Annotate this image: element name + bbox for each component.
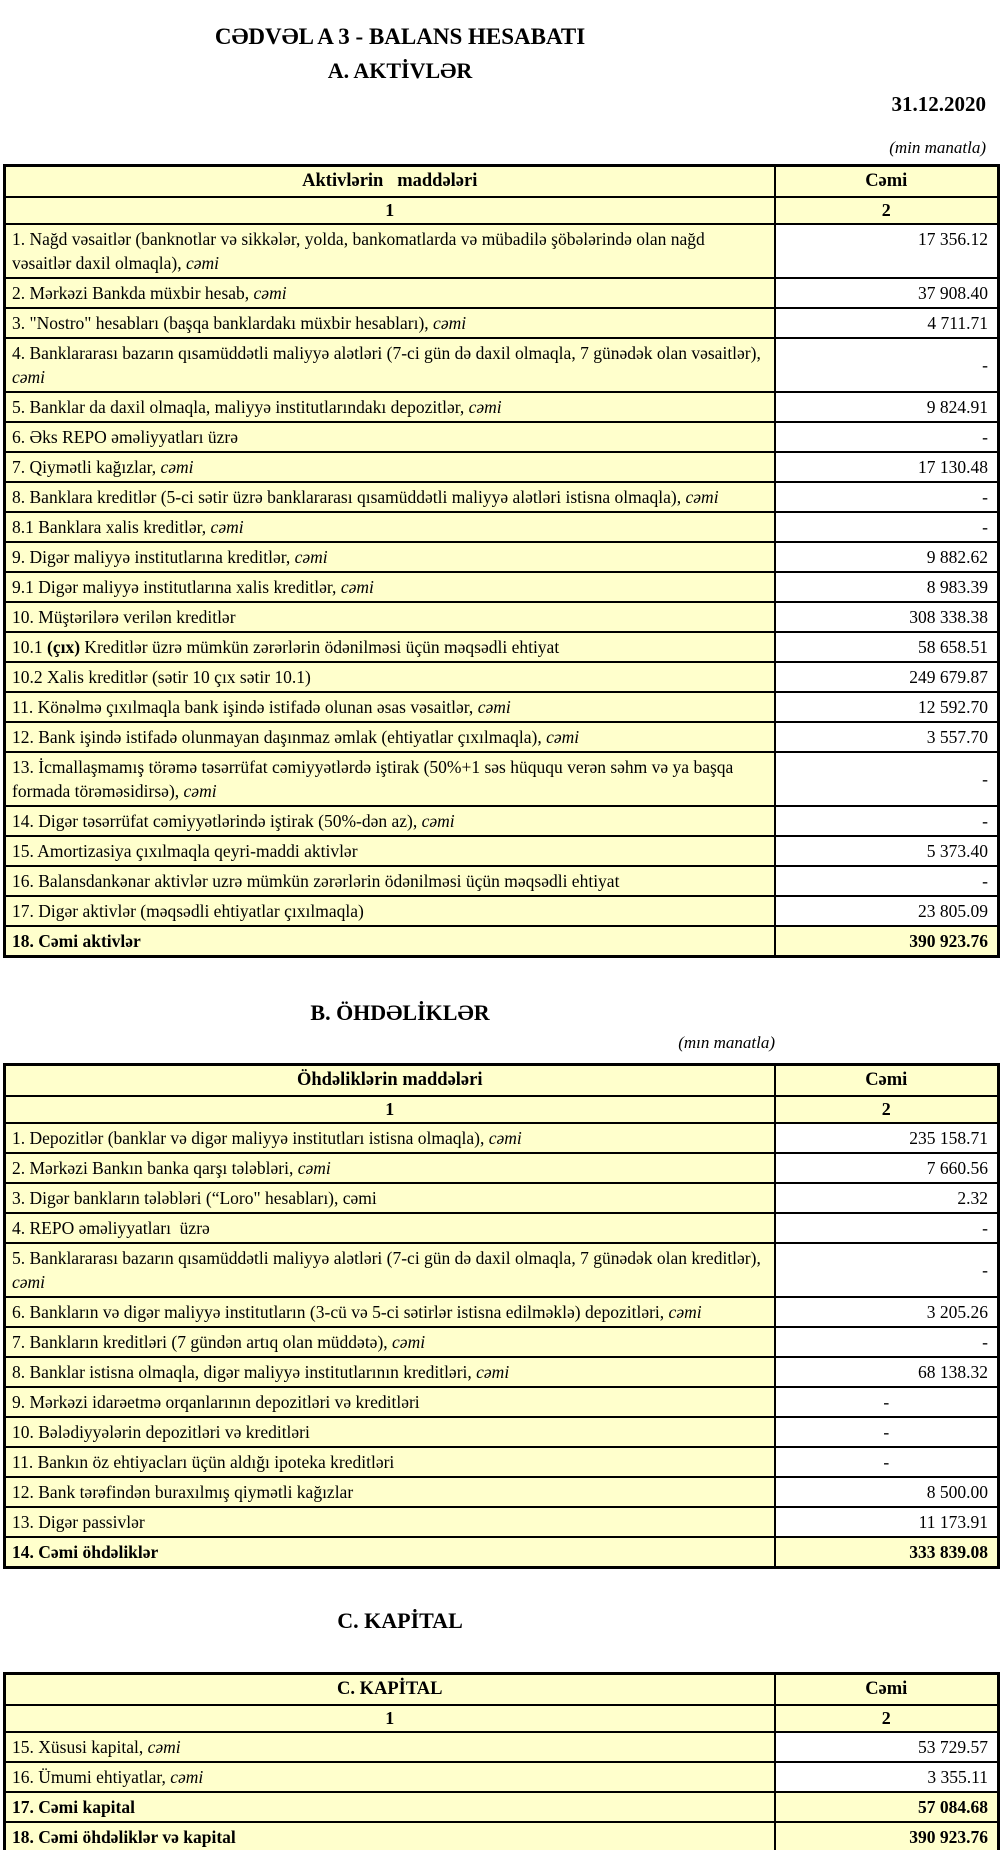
row-label: 8. Banklara kreditlər (5-ci sətir üzrə banklararası qısamüddətli maliyyə alətləri istisna olmaqla), cəmi [5, 482, 775, 512]
table-row [5, 926, 999, 957]
table-row [5, 1123, 999, 1153]
row-label: 5. Banklararası bazarın qısamüddətli maliyyə alətləri (7-ci gün də daxil olmaqla, 7 günədək olan kreditlər), cəmi [5, 1243, 775, 1297]
liabilities-col2-number: 2 [775, 1096, 999, 1123]
row-value: - [775, 866, 999, 896]
row-value: - [775, 482, 999, 512]
liabilities-column-number-row [5, 1096, 999, 1123]
liabilities-col1-number: 1 [5, 1096, 775, 1123]
row-label: 2. Mərkəzi Bankda müxbir hesab, cəmi [5, 278, 775, 308]
row-label: 9.1 Digər maliyyə institutlarına xalis kreditlər, cəmi [5, 572, 775, 602]
assets-col2-number: 2 [775, 197, 999, 224]
row-label: 17. Digər aktivlər (məqsədli ehtiyatlar çıxılmaqla) [5, 896, 775, 926]
table-row [5, 662, 999, 692]
row-label: 7. Qiymətli kağızlar, cəmi [5, 452, 775, 482]
row-value: 23 805.09 [775, 896, 999, 926]
table-row [5, 1243, 999, 1297]
table-row [5, 278, 999, 308]
table-row [5, 836, 999, 866]
row-value: - [775, 338, 999, 392]
table-row [5, 602, 999, 632]
table-row [5, 1792, 999, 1822]
table-row [5, 1387, 999, 1417]
row-value: 53 729.57 [775, 1732, 999, 1762]
row-value: 12 592.70 [775, 692, 999, 722]
row-label: 4. Banklararası bazarın qısamüddətli maliyyə alətləri (7-ci gün də daxil olmaqla, 7 günədək olan vəsaitlər), cəmi [5, 338, 775, 392]
row-label: 3. Digər bankların tələbləri (“Loro" hesabları), cəmi [5, 1183, 775, 1213]
row-value: 9 824.91 [775, 392, 999, 422]
row-value: - [775, 1417, 999, 1447]
row-label: 4. REPO əməliyyatları üzrə [5, 1213, 775, 1243]
table-row [5, 632, 999, 662]
row-value: 3 205.26 [775, 1297, 999, 1327]
row-label: 10.2 Xalis kreditlər (sətir 10 çıx sətir 10.1) [5, 662, 775, 692]
row-value: - [775, 1387, 999, 1417]
assets-table-body [5, 224, 999, 957]
table-row [5, 866, 999, 896]
table-row [5, 1732, 999, 1762]
table-row [5, 542, 999, 572]
unit-note-a: (min manatla) [889, 138, 986, 157]
row-label: 9. Digər maliyyə institutlarına kreditlər, cəmi [5, 542, 775, 572]
assets-header-row [5, 166, 999, 198]
row-label: 8. Banklar istisna olmaqla, digər maliyyə institutlarının kreditləri, cəmi [5, 1357, 775, 1387]
table-row [5, 1537, 999, 1568]
section-a-heading: A. AKTİVLƏR [327, 58, 473, 83]
table-row [5, 1213, 999, 1243]
row-value: 3 557.70 [775, 722, 999, 752]
table-row [5, 1357, 999, 1387]
row-label: 1. Nağd vəsaitlər (banknotlar və sikkələr, yolda, bankomatlarda və mübadilə şöbələrində olan nağd vəsaitlər daxil olmaqla), cəmi [5, 224, 775, 278]
row-value: 9 882.62 [775, 542, 999, 572]
row-label: 2. Mərkəzi Bankın banka qarşı tələbləri, cəmi [5, 1153, 775, 1183]
table-row [5, 1507, 999, 1537]
row-label: 17. Cəmi kapital [5, 1792, 775, 1822]
table-row [5, 308, 999, 338]
row-value: 333 839.08 [775, 1537, 999, 1568]
row-value: 68 138.32 [775, 1357, 999, 1387]
row-value: 2.32 [775, 1183, 999, 1213]
row-label: 1. Depozitlər (banklar və digər maliyyə institutları istisna olmaqla), cəmi [5, 1123, 775, 1153]
section-b-heading: B. ÖHDƏLİKLƏR [310, 1000, 490, 1025]
table-row [5, 1447, 999, 1477]
assets-items-column-header: Aktivlərin maddələri [5, 166, 775, 198]
capital-total-column-header: Cəmi [775, 1674, 999, 1706]
table-row [5, 1183, 999, 1213]
row-value: 8 983.39 [775, 572, 999, 602]
table-row [5, 1417, 999, 1447]
table-row [5, 1822, 999, 1850]
table-row [5, 1297, 999, 1327]
row-label: 10. Bələdiyyələrin depozitləri və kreditləri [5, 1417, 775, 1447]
report-date: 31.12.2020 [891, 92, 986, 116]
row-value: 4 711.71 [775, 308, 999, 338]
liabilities-table-body [5, 1123, 999, 1568]
row-value: 58 658.51 [775, 632, 999, 662]
table-row [5, 722, 999, 752]
row-value: 390 923.76 [775, 926, 999, 957]
assets-table [3, 164, 1000, 958]
row-label: 11. Bankın öz ehtiyacları üçün aldığı ipoteka kreditləri [5, 1447, 775, 1477]
row-label: 6. Əks REPO əməliyyatları üzrə [5, 422, 775, 452]
row-value: 235 158.71 [775, 1123, 999, 1153]
row-label: 5. Banklar da daxil olmaqla, maliyyə institutlarındakı depozitlər, cəmi [5, 392, 775, 422]
row-label: 10. Müştərilərə verilən kreditlər [5, 602, 775, 632]
row-label: 12. Bank işində istifadə olunmayan daşınmaz əmlak (ehtiyatlar çıxılmaqla), cəmi [5, 722, 775, 752]
row-value: 37 908.40 [775, 278, 999, 308]
row-label: 18. Cəmi aktivlər [5, 926, 775, 957]
table-row [5, 1477, 999, 1507]
assets-col1-number: 1 [5, 197, 775, 224]
capital-col2-number: 2 [775, 1705, 999, 1732]
liabilities-table [3, 1063, 1000, 1569]
title-block [0, 24, 800, 84]
row-value: - [775, 752, 999, 806]
row-label: 3. "Nostro" hesabları (başqa banklardakı müxbir hesabları), cəmi [5, 308, 775, 338]
table-row [5, 1327, 999, 1357]
capital-column-number-row [5, 1705, 999, 1732]
row-value: - [775, 1447, 999, 1477]
liabilities-items-column-header: Öhdəliklərin maddələri [5, 1065, 775, 1097]
row-label: 15. Xüsusi kapital, cəmi [5, 1732, 775, 1762]
table-row [5, 692, 999, 722]
capital-table-body [5, 1732, 999, 1850]
row-label: 8.1 Banklara xalis kreditlər, cəmi [5, 512, 775, 542]
table-row [5, 422, 999, 452]
row-label: 16. Balansdankənar aktivlər uzrə mümkün zərərlərin ödənilməsi üçün məqsədli ehtiyat [5, 866, 775, 896]
row-value: - [775, 1213, 999, 1243]
row-label: 7. Bankların kreditləri (7 gündən artıq olan müddətə), cəmi [5, 1327, 775, 1357]
row-value: - [775, 422, 999, 452]
row-label: 14. Digər təsərrüfat cəmiyyətlərində iştirak (50%-dən az), cəmi [5, 806, 775, 836]
row-label: 18. Cəmi öhdəliklər və kapital [5, 1822, 775, 1850]
row-value: - [775, 806, 999, 836]
row-value: - [775, 1327, 999, 1357]
section-c-heading: C. KAPİTAL [337, 1608, 463, 1633]
capital-items-column-header: C. KAPİTAL [5, 1674, 775, 1706]
row-label: 11. Könəlmə çıxılmaqla bank işində istifadə olunan əsas vəsaitlər, cəmi [5, 692, 775, 722]
row-label: 10.1 (çıx) Kreditlər üzrə mümkün zərərlərin ödənilməsi üçün məqsədli ehtiyat [5, 632, 775, 662]
row-value: 249 679.87 [775, 662, 999, 692]
table-row [5, 1762, 999, 1792]
table-row [5, 1153, 999, 1183]
table-row [5, 752, 999, 806]
row-value: 308 338.38 [775, 602, 999, 632]
document-title: CƏDVƏL A 3 - BALANS HESABATI [214, 24, 586, 49]
row-label: 12. Bank tərəfindən buraxılmış qiymətli kağızlar [5, 1477, 775, 1507]
row-value: 7 660.56 [775, 1153, 999, 1183]
row-value: 8 500.00 [775, 1477, 999, 1507]
table-row [5, 572, 999, 602]
row-label: 16. Ümumi ehtiyatlar, cəmi [5, 1762, 775, 1792]
liabilities-total-column-header: Cəmi [775, 1065, 999, 1097]
row-value: 17 130.48 [775, 452, 999, 482]
row-value: 5 373.40 [775, 836, 999, 866]
table-row [5, 896, 999, 926]
table-row [5, 512, 999, 542]
capital-header-row [5, 1674, 999, 1706]
capital-col1-number: 1 [5, 1705, 775, 1732]
table-row [5, 806, 999, 836]
table-row [5, 338, 999, 392]
row-value: - [775, 512, 999, 542]
table-row [5, 392, 999, 422]
row-label: 6. Bankların və digər maliyyə institutların (3-cü və 5-ci sətirlər istisna edilməklə) depozitləri, cəmi [5, 1297, 775, 1327]
row-value: 11 173.91 [775, 1507, 999, 1537]
assets-total-column-header: Cəmi [775, 166, 999, 198]
row-value: 3 355.11 [775, 1762, 999, 1792]
row-value: - [775, 1243, 999, 1297]
capital-table [3, 1672, 1000, 1850]
row-value: 57 084.68 [775, 1792, 999, 1822]
unit-note-b: (mın manatla) [678, 1033, 775, 1052]
row-label: 14. Cəmi öhdəliklər [5, 1537, 775, 1568]
row-value: 17 356.12 [775, 224, 999, 278]
table-row [5, 224, 999, 278]
table-row [5, 482, 999, 512]
table-row [5, 452, 999, 482]
assets-column-number-row [5, 197, 999, 224]
liabilities-header-row [5, 1065, 999, 1097]
row-label: 13. Digər passivlər [5, 1507, 775, 1537]
row-value: 390 923.76 [775, 1822, 999, 1850]
row-label: 9. Mərkəzi idarəetmə orqanlarının depozitləri və kreditləri [5, 1387, 775, 1417]
row-label: 13. İcmallaşmamış törəmə təsərrüfat cəmiyyətlərdə iştirak (50%+1 səs hüququ verən səhm və ya başqa formada törəməsidirsə), cəmi [5, 752, 775, 806]
row-label: 15. Amortizasiya çıxılmaqla qeyri-maddi aktivlər [5, 836, 775, 866]
